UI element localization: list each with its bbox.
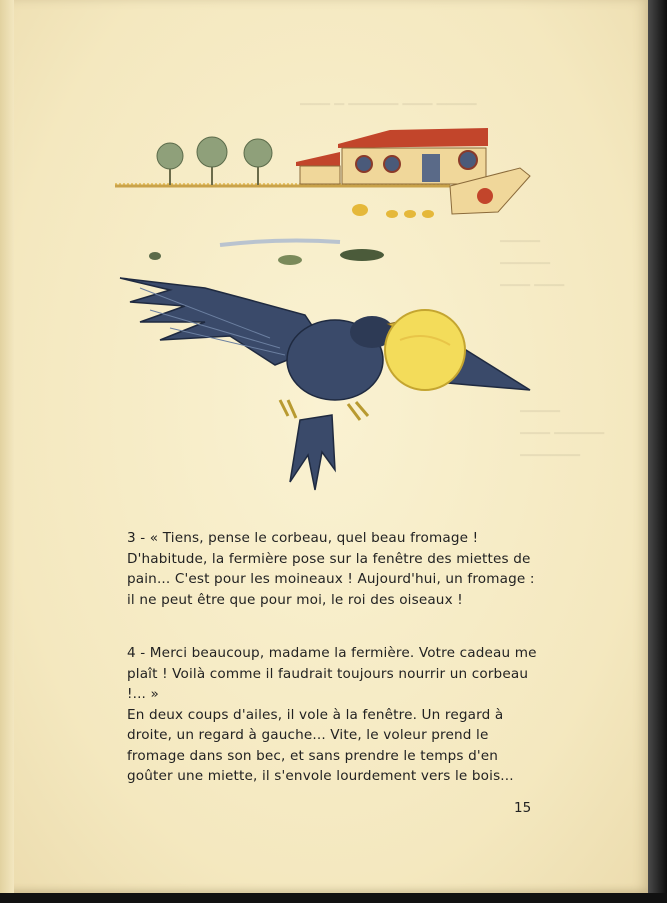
paragraph-3: 3 - « Tiens, pense le corbeau, quel beau fromage ! D'habitude, la fermière pose sur la fenêtre des miettes de pain... C'est pour les moineaux ! Aujourd'hui, un fromage : il ne peut être que pour moi, le roi des oiseaux ! bbox=[127, 530, 535, 608]
tree-icon bbox=[197, 137, 227, 185]
reverse-side-bleed-through: ▁▁▁ ▁ ▁▁▁▁▁ ▁▁▁ ▁▁▁▁ bbox=[300, 91, 477, 106]
paragraph-4: 4 - Merci beaucoup, madame la fermière. Votre cadeau me plaît ! Voilà comme il faudrait toujours nourrir un corbeau !... » bbox=[127, 645, 537, 702]
paragraph-5: En deux coups d'ailes, il vole à la fenêtre. Un regard à droite, un regard à gauche... Vite, le voleur prend le fromage dans son bec, et sans prendre le temps d'en goûter une miette, il s'envole lourdement vers le bois... bbox=[127, 706, 514, 784]
page-spine bbox=[0, 0, 14, 893]
page-number: 15 bbox=[514, 800, 532, 816]
farmhouse-icon bbox=[296, 128, 530, 214]
distant-landscape bbox=[149, 241, 384, 265]
book-edge-shadow bbox=[648, 0, 667, 903]
tree-icon bbox=[157, 143, 183, 185]
story-text bbox=[127, 528, 537, 610]
chicks-icon bbox=[352, 204, 434, 218]
crow-with-cheese-illustration bbox=[110, 110, 540, 500]
story-text-continued bbox=[127, 643, 537, 787]
tree-icon bbox=[244, 139, 272, 185]
reverse-side-bleed-through: ▁▁▁▁ ▁▁▁▁▁ ▁▁▁ ▁▁▁ bbox=[500, 228, 565, 287]
reverse-side-bleed-through: ▁▁▁▁ ▁▁▁ ▁▁▁▁▁ ▁▁▁▁▁▁ bbox=[520, 398, 605, 457]
crow-icon bbox=[120, 278, 530, 490]
book-bottom-edge bbox=[0, 893, 667, 903]
